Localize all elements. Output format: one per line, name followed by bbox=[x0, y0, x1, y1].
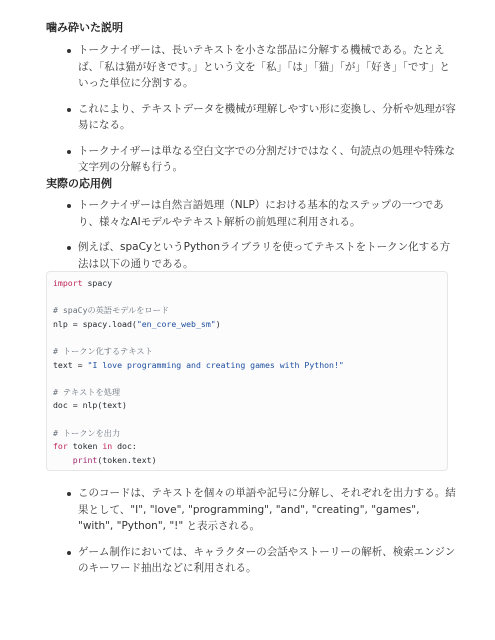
code-text: token bbox=[67, 441, 103, 452]
code-comment: # テキストを処理 bbox=[53, 386, 121, 397]
code-block[interactable] bbox=[46, 271, 448, 471]
code-line: doc = nlp(text) bbox=[53, 400, 127, 411]
code-indent bbox=[53, 455, 73, 465]
code-blank-line bbox=[53, 331, 447, 345]
code-keyword: for bbox=[53, 441, 68, 452]
code-comment: # spaCyの英語モデルをロード bbox=[53, 305, 169, 316]
code-string: "I love programming and creating games with Python!" bbox=[87, 359, 344, 370]
code-text: (token.text) bbox=[97, 454, 157, 465]
code-comment: # トークン化するテキスト bbox=[53, 345, 153, 356]
code-line bbox=[53, 440, 447, 454]
explanation-list bbox=[46, 42, 456, 185]
code-function: print bbox=[72, 454, 98, 465]
list-item: トークナイザーは、長いテキストを小さな部品に分解する機械である。たとえば、「私は猫が好きです。」という文を「私」「は」「猫」「が」「好き」「です」といった単位に分割する。 bbox=[46, 42, 456, 92]
code-keyword: import bbox=[53, 278, 83, 288]
list-item: これにより、テキストデータを機械が理解しやすい形に変換し、分析や処理が容易になる。 bbox=[46, 101, 456, 134]
applications-list bbox=[46, 197, 456, 281]
section-heading-applications: 実際の応用例 bbox=[46, 177, 112, 190]
section-heading-explanation: 噛み砕いた説明 bbox=[46, 21, 123, 34]
code-line bbox=[53, 359, 447, 373]
list-item: 例えば、spaCyというPythonライブラリを使ってテキストをトークン化する方法は以下の通りである。 bbox=[46, 239, 456, 272]
code-blank-line bbox=[53, 413, 447, 427]
code-text: doc: bbox=[112, 441, 137, 452]
code-blank-line bbox=[53, 291, 447, 305]
code-blank-line bbox=[53, 372, 447, 386]
code-text: ) bbox=[215, 318, 221, 329]
code-line bbox=[53, 318, 447, 332]
code-explanation-list bbox=[46, 485, 456, 586]
code-text: text = bbox=[53, 359, 88, 370]
code-text: spacy bbox=[82, 278, 113, 288]
list-item: このコードは、テキストを個々の単語や記号に分解し、それぞれを出力する。結果として、"I", "love", "programming", "and", "creating", "games", "with", "Python", "!" と表示される。 bbox=[46, 485, 456, 535]
code-text: nlp = spacy.load( bbox=[53, 318, 137, 329]
code-line bbox=[53, 277, 447, 291]
code-comment: # トークンを出力 bbox=[53, 427, 121, 438]
code-keyword: in bbox=[102, 441, 113, 452]
list-item: ゲーム制作においては、キャラクターの会話やストーリーの解析、検索エンジンのキーワード抽出などに利用される。 bbox=[46, 544, 456, 577]
code-string: "en_core_web_sm" bbox=[136, 318, 216, 329]
code-line bbox=[53, 454, 447, 468]
list-item: トークナイザーは自然言語処理（NLP）における基本的なステップの一つであり、様々なAIモデルやテキスト解析の前処理に利用される。 bbox=[46, 197, 456, 230]
list-item: トークナイザーは単なる空白文字での分割だけではなく、句読点の処理や特殊な文字列の分解も行う。 bbox=[46, 143, 456, 176]
